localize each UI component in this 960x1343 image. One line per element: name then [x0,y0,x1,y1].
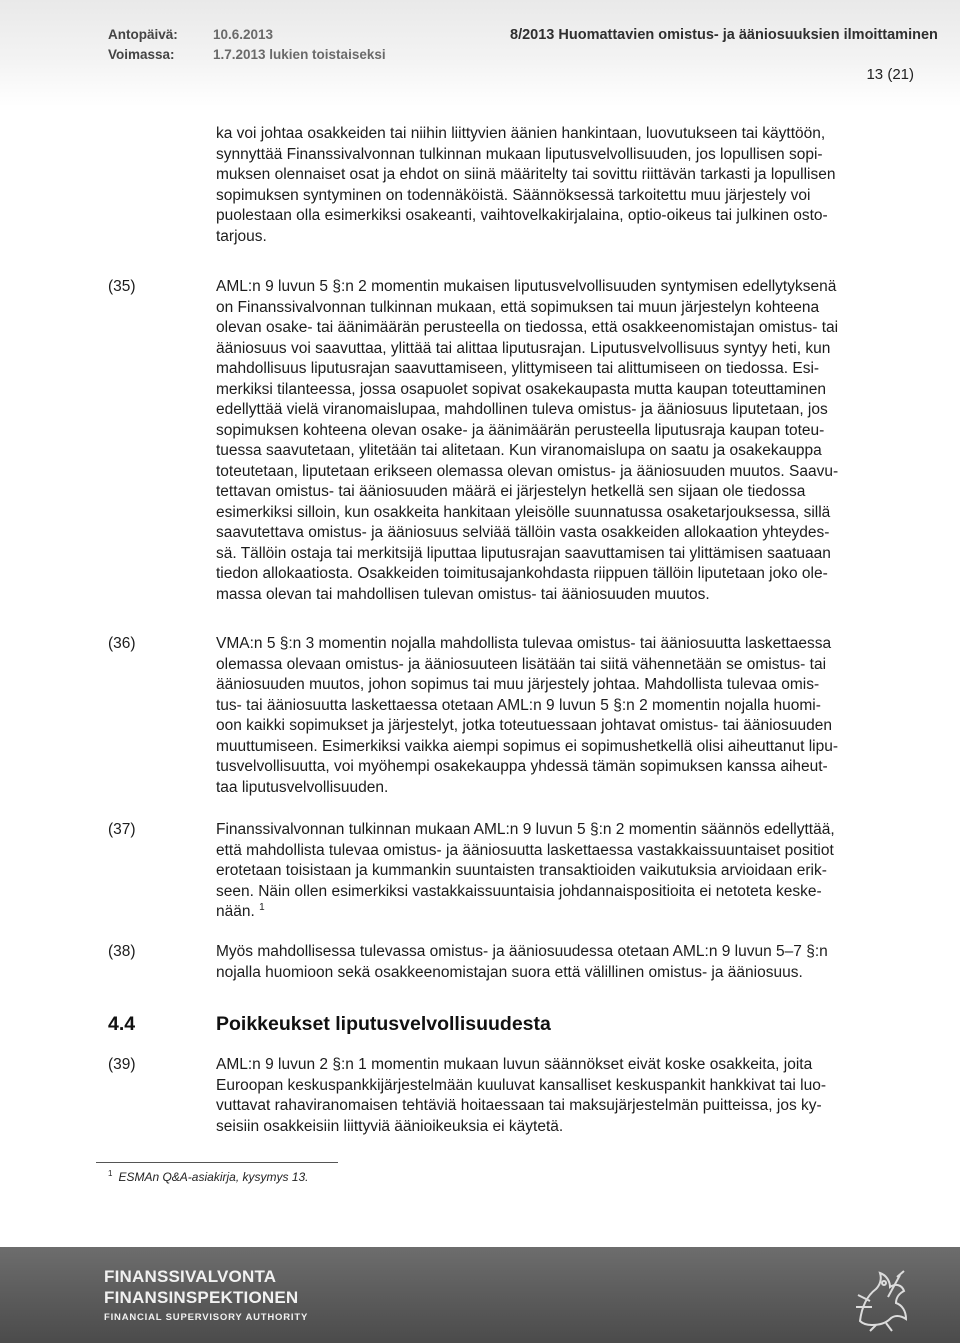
text-line: massa olevan tai mahdollisen tulevan omistus- tai ääniosuuden muutos. [216,585,710,603]
footnote-reference[interactable]: 1 [259,901,265,913]
text-line: sopimuksen kohteena olevan osake- ja äänimäärän perusteella liputusraja kaupan toteu- [216,421,825,439]
text-line: Finanssivalvonnan tulkinnan mukaan AML:n 9 luvun 5 §:n 2 momentin säännös edellyttää, [216,821,835,838]
text-line: edellyttää vielä viranomaislupaa, mahdollinen tuleva omistus- ja ääniosuus liputetaan, jos [216,401,828,418]
section-number: 4.4 [108,1013,136,1035]
footnote-text: ESMAn Q&A-asiakirja, kysymys 13. [118,1170,309,1184]
paragraph-number: (39) [108,1056,136,1073]
text-line: Myös mahdollisessa tulevassa omistus- ja ääniosuudessa otetaan AML:n 9 luvun 5–7 §:n [216,943,828,960]
text-line [216,902,916,923]
text-line: AML:n 9 luvun 2 §:n 1 momentin mukaan luvun säännökset eivät koske osakkeita, joita [216,1056,813,1073]
text-line: ka voi johtaa osakkeiden tai niihin liittyvien äänien hankintaan, luovutukseen tai käyttöön, [216,125,826,142]
text-line: mahdollisuus liputusrajan saavuttamiseen, ylittymiseen tai alittumiseen on tiedossa. Esi- [216,360,820,377]
text-line: ääniosuuden muutos, johon sopimus tai muu järjestely johtaa. Mahdollista tulevaa omis- [216,676,820,693]
section-title: Poikkeukset liputusvelvollisuudesta [216,1013,551,1035]
text-line: merkiksi tilanteessa, jossa osapuolet sopivat osakekaupasta mutta kaupan toteuttaminen [216,380,827,398]
text-line: taa liputusvelvollisuuden. [216,778,389,796]
text-line: VMA:n 5 §:n 3 momentin nojalla mahdollista tulevaa omistus- tai ääniosuutta laskettaessa [216,635,832,652]
text-line: seisiin osakkeisiin liittyviä äänioikeuksia ei käytetä. [216,1117,564,1135]
text-line: saavutettava omistus- ja ääniosuus selviää tällöin vasta osakkeiden allokaation yhteydes- [216,524,830,541]
text-line: olemassa olevaan omistus- ja ääniosuuteen lisätään tai siitä vähennetään se omistus- tai [216,655,827,673]
text-line: AML:n 9 luvun 5 §:n 2 momentin mukaisen liputusvelvollisuuden syntymisen edellytyksenä [216,278,837,295]
text-line: on Finanssivalvonnan tulkinnan mukaan, että sopimuksen tai muun järjestelyn kohteena [216,298,820,316]
text-line: sopimuksen syntyminen on todennäköistä. Säännöksessä tarkoitettu muu järjestely voi [216,186,811,204]
issue-date-value: 10.6.2013 [213,27,274,42]
issue-date-label: Antopäivä: [108,27,178,42]
paragraph-number: (38) [108,943,136,960]
document-title: 8/2013 Huomattavien omistus- ja ääniosuuksien ilmoittaminen [510,27,938,43]
text-line: että mahdollista tulevaa omistus- ja ääniosuutta laskettaessa vastakkaissuuntaiset positiot [216,841,834,859]
logo-text-english: FINANCIAL SUPERVISORY AUTHORITY [104,1312,309,1323]
footnote-divider [96,1162,338,1163]
footnote-marker: 1 [108,1169,113,1178]
logo-text-finnish: FINANSSIVALVONTA [104,1267,277,1286]
text-line: tarjous. [216,227,267,245]
intro-paragraph [216,124,916,247]
page-number: 13 (21) [866,66,914,83]
text-line: synnyttää Finanssivalvonnan tulkinnan mukaan liputusvelvollisuuden, jos lopullisen sopi- [216,145,823,163]
page-footer [0,1247,960,1343]
text-line: nojalla huomioon sekä osakkeenomistajan suora että välillinen omistus- ja ääniosuus. [216,963,803,981]
text-line: tettavan omistus- tai ääniosuuden määrä ei järjestelyn hetkellä sen sijaan ole tiedossa [216,483,806,500]
text-line-content: nään. [216,903,255,920]
text-line: olevan osake- tai äänimäärän perusteella on tiedossa, että osakkeenomistajan omistus- tai [216,319,839,336]
text-line: vuttavat rahaviranomaisen tehtäviä hoitaessaan tai maksujärjestelmän puitteissa, jos ky- [216,1097,822,1114]
text-line: Euroopan keskuspankkijärjestelmään kuuluvat kansalliset keskuspankit hankkivat tai luo- [216,1076,826,1094]
logo-text-swedish: FINANSINSPEKTIONEN [104,1288,299,1307]
footnote [108,1170,309,1184]
valid-value: 1.7.2013 lukien toistaiseksi [213,47,386,62]
text-line: erotetaan toisistaan ja kummankin suuntaisten transaktioiden vaikutuksia arvioidaan erik- [216,862,827,879]
paragraph-number: (35) [108,278,136,295]
page-header [0,0,960,107]
text-line: tiedon allokaatiosta. Osakkeiden toimitusajankohdasta riippuen tällöin liputetaan joko ole- [216,565,828,582]
text-line: tus- tai ääniosuutta laskettaessa otetaan AML:n 9 luvun 5 §:n 2 momentin nojalla huomi- [216,696,821,714]
text-line: tuessa saavutetaan, ylitetään tai alitetaan. Kun viranomaislupa on saatu ja osakekauppa [216,442,822,459]
text-line: muuttumiseen. Esimerkiksi vaikka aiempi sopimus ei sopimushetkellä olisi aiheuttanut lipu- [216,737,838,755]
paragraph-number: (37) [108,821,136,838]
text-line: oon kaikki sopimukset ja järjestelyt, jotka toteutuessaan johtavat omistus- tai ääniosuuden [216,717,833,734]
text-line: sä. Tällöin ostaja tai merkitsijä liputtaa liputusrajan saavuttamisen tai ylittämisen saatuaan [216,544,831,562]
text-line: puolestaan olla esimerkiksi osakeanti, vaihtovelkakirjalaina, optio-oikeus tai julkinen osto- [216,207,828,224]
text-line: ääniosuus voi saavuttaa, ylittää tai alittaa liputusrajan. Liputusvelvollisuus syntyy heti, kun [216,339,831,357]
valid-label: Voimassa: [108,47,175,62]
finnish-lion-emblem-icon [850,1261,916,1333]
text-line: muksen olennaiset osat ja ehdot on siinä määritelty tai sovittu riittävän tarkasti ja lopullisen [216,166,836,183]
text-line: esimerkiksi silloin, kun osakkeita hankitaan yleisölle suunnatussa osaketarjouksessa, sillä [216,503,831,521]
text-line: tusvelvollisuutta, voi myöhempi osakekauppa yhdessä tämän sopimuksen kanssa aiheut- [216,758,828,775]
paragraph-number: (36) [108,635,136,652]
text-line: seen. Näin ollen esimerkiksi vastakkaissuuntaisia johdannaispositioita ei netoteta keske- [216,882,822,900]
text-line: toteutetaan, liputetaan erikseen olemassa olevan omistus- ja ääniosuuden muutos. Saavu- [216,462,839,480]
